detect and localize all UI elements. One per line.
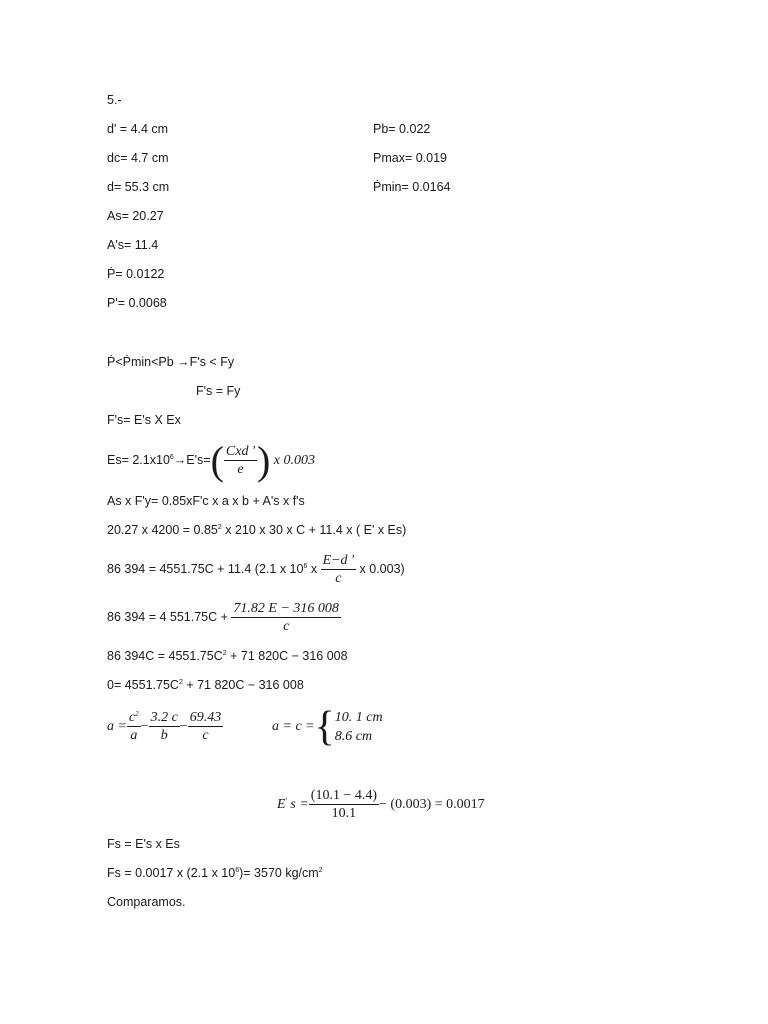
quad-num-1-exp: 2 (135, 710, 139, 719)
eq4-part-a: 86 394 = 4 551.75C + (107, 610, 232, 624)
minus-1: − (140, 719, 149, 734)
es-numerator: Cxd ' (225, 444, 255, 460)
quad-frac-2 (149, 709, 180, 744)
quad-den-3: c (202, 728, 209, 744)
given-as: As= 20.27 (107, 209, 164, 223)
es-denominator: e (237, 462, 244, 478)
given-a-prime-s: A's= 11.4 (107, 238, 159, 252)
fs3-part-a: Fs = 0.0017 x (2.1 x 10 (107, 866, 236, 880)
es-lead: Es= 2.1x10 (107, 453, 170, 467)
right-paren: ) (256, 437, 271, 483)
esprime-e: E (277, 797, 286, 812)
fs3-part-b: )= 3570 kg/cm (239, 866, 319, 880)
eq6-part-a: 0= 4551.75C (107, 678, 179, 692)
subst-exponent: 2 (217, 524, 222, 531)
equation-6 (107, 677, 304, 693)
quad-frac-1 (127, 709, 141, 744)
balance-equation: As x F'y= 0.85xF'c x a x b + A's x f's (107, 494, 305, 508)
quad-frac-3 (188, 709, 224, 744)
given-pmin: Ṗmin= 0.0164 (373, 180, 451, 194)
es-arrow: →E's= (173, 453, 211, 467)
problem-number: 5.- (107, 93, 122, 107)
given-pmax: Pmax= 0.019 (373, 151, 448, 165)
fs-definition: F's= E's X Ex (107, 413, 181, 427)
eq5-exponent: 2 (222, 650, 227, 657)
eq5-part-a: 86 394C = 4551.75C (107, 649, 223, 663)
esprime-lhs: s = (290, 797, 309, 812)
eq4-denominator: c (283, 619, 290, 635)
given-rho-prime: P'= 0.0068 (107, 296, 167, 310)
left-paren: ( (210, 437, 224, 483)
roots-lhs: a = c = (272, 719, 315, 734)
eq5-part-b: + 71 820C − 316 008 (226, 649, 348, 663)
fs3-exponent-2: 2 (318, 867, 323, 874)
given-d: d= 55.3 cm (107, 180, 170, 194)
given-dc: dc= 4.7 cm (107, 151, 169, 165)
given-rho: Ṗ= 0.0122 (107, 267, 165, 281)
roots-cases (335, 708, 383, 746)
minus-2: − (179, 719, 188, 734)
quad-num-2: 3.2 c (150, 710, 178, 726)
equation-3 (107, 550, 405, 588)
closing-text: Comparamos. (107, 895, 186, 909)
eq3-denominator: c (335, 571, 342, 587)
eq3-tail: x 0.003) (356, 562, 405, 576)
subst-part-b: x 210 x 30 x C + 11.4 x ( E' x Es) (221, 523, 407, 537)
es-exponent: 6 (169, 454, 174, 461)
fs-result (107, 865, 323, 881)
quad-num-3: 69.43 (189, 710, 222, 726)
eq3-part-a: 86 394 = 4551.75C + 11.4 (2.1 x 10 (107, 562, 304, 576)
eq4-numerator: 71.82 E − 316 008 (233, 601, 339, 617)
esprime-fraction (309, 787, 379, 822)
quad-den-1: a (130, 728, 138, 744)
eq3-part-b: x (307, 562, 321, 576)
condition-line: Ṗ<Ṗmin<Pb →F's < Fy (107, 355, 235, 369)
eq6-exponent: 2 (178, 679, 183, 686)
esprime-denominator: 10.1 (331, 806, 357, 822)
left-brace: { (314, 703, 335, 750)
quad-den-2: b (160, 728, 168, 744)
quad-lhs: a = (107, 719, 127, 734)
root-2: 8.6 cm (334, 728, 373, 744)
substitution-equation (107, 522, 406, 538)
equation-4 (107, 598, 341, 636)
equation-5 (107, 648, 348, 664)
fs3-exponent: 6 (235, 867, 240, 874)
es-equation (107, 437, 315, 483)
es-tail: x 0.003 (273, 453, 315, 468)
eq3-numerator: E−d ' (322, 553, 355, 569)
es-prime-equation: E' s = $\frac{(10.1 - 4.4)}{10.1}$ − (0.003) = 0.0017 (277, 788, 485, 822)
roots (272, 703, 383, 750)
eq4-fraction (231, 600, 341, 635)
eq3-exponent: 6 (303, 563, 308, 570)
condition-result: F's = Fy (196, 384, 241, 398)
root-1: 10. 1 cm (334, 709, 383, 725)
subst-part-a: 20.27 x 4200 = 0.85 (107, 523, 218, 537)
esprime-tail: − (0.003) = 0.0017 (379, 797, 485, 812)
quad-num-1-text: c (128, 710, 136, 726)
quad-num-1 (127, 709, 141, 727)
fs-relation: Fs = E's x Es (107, 837, 180, 851)
esprime-numerator: (10.1 − 4.4) (310, 788, 378, 804)
es-fraction (224, 443, 257, 478)
given-d-prime: d' = 4.4 cm (107, 122, 169, 136)
eq3-fraction (321, 552, 357, 587)
given-pb: Pb= 0.022 (373, 122, 431, 136)
quadratic-formula (107, 706, 223, 747)
eq6-part-b: + 71 820C − 316 008 (182, 678, 304, 692)
